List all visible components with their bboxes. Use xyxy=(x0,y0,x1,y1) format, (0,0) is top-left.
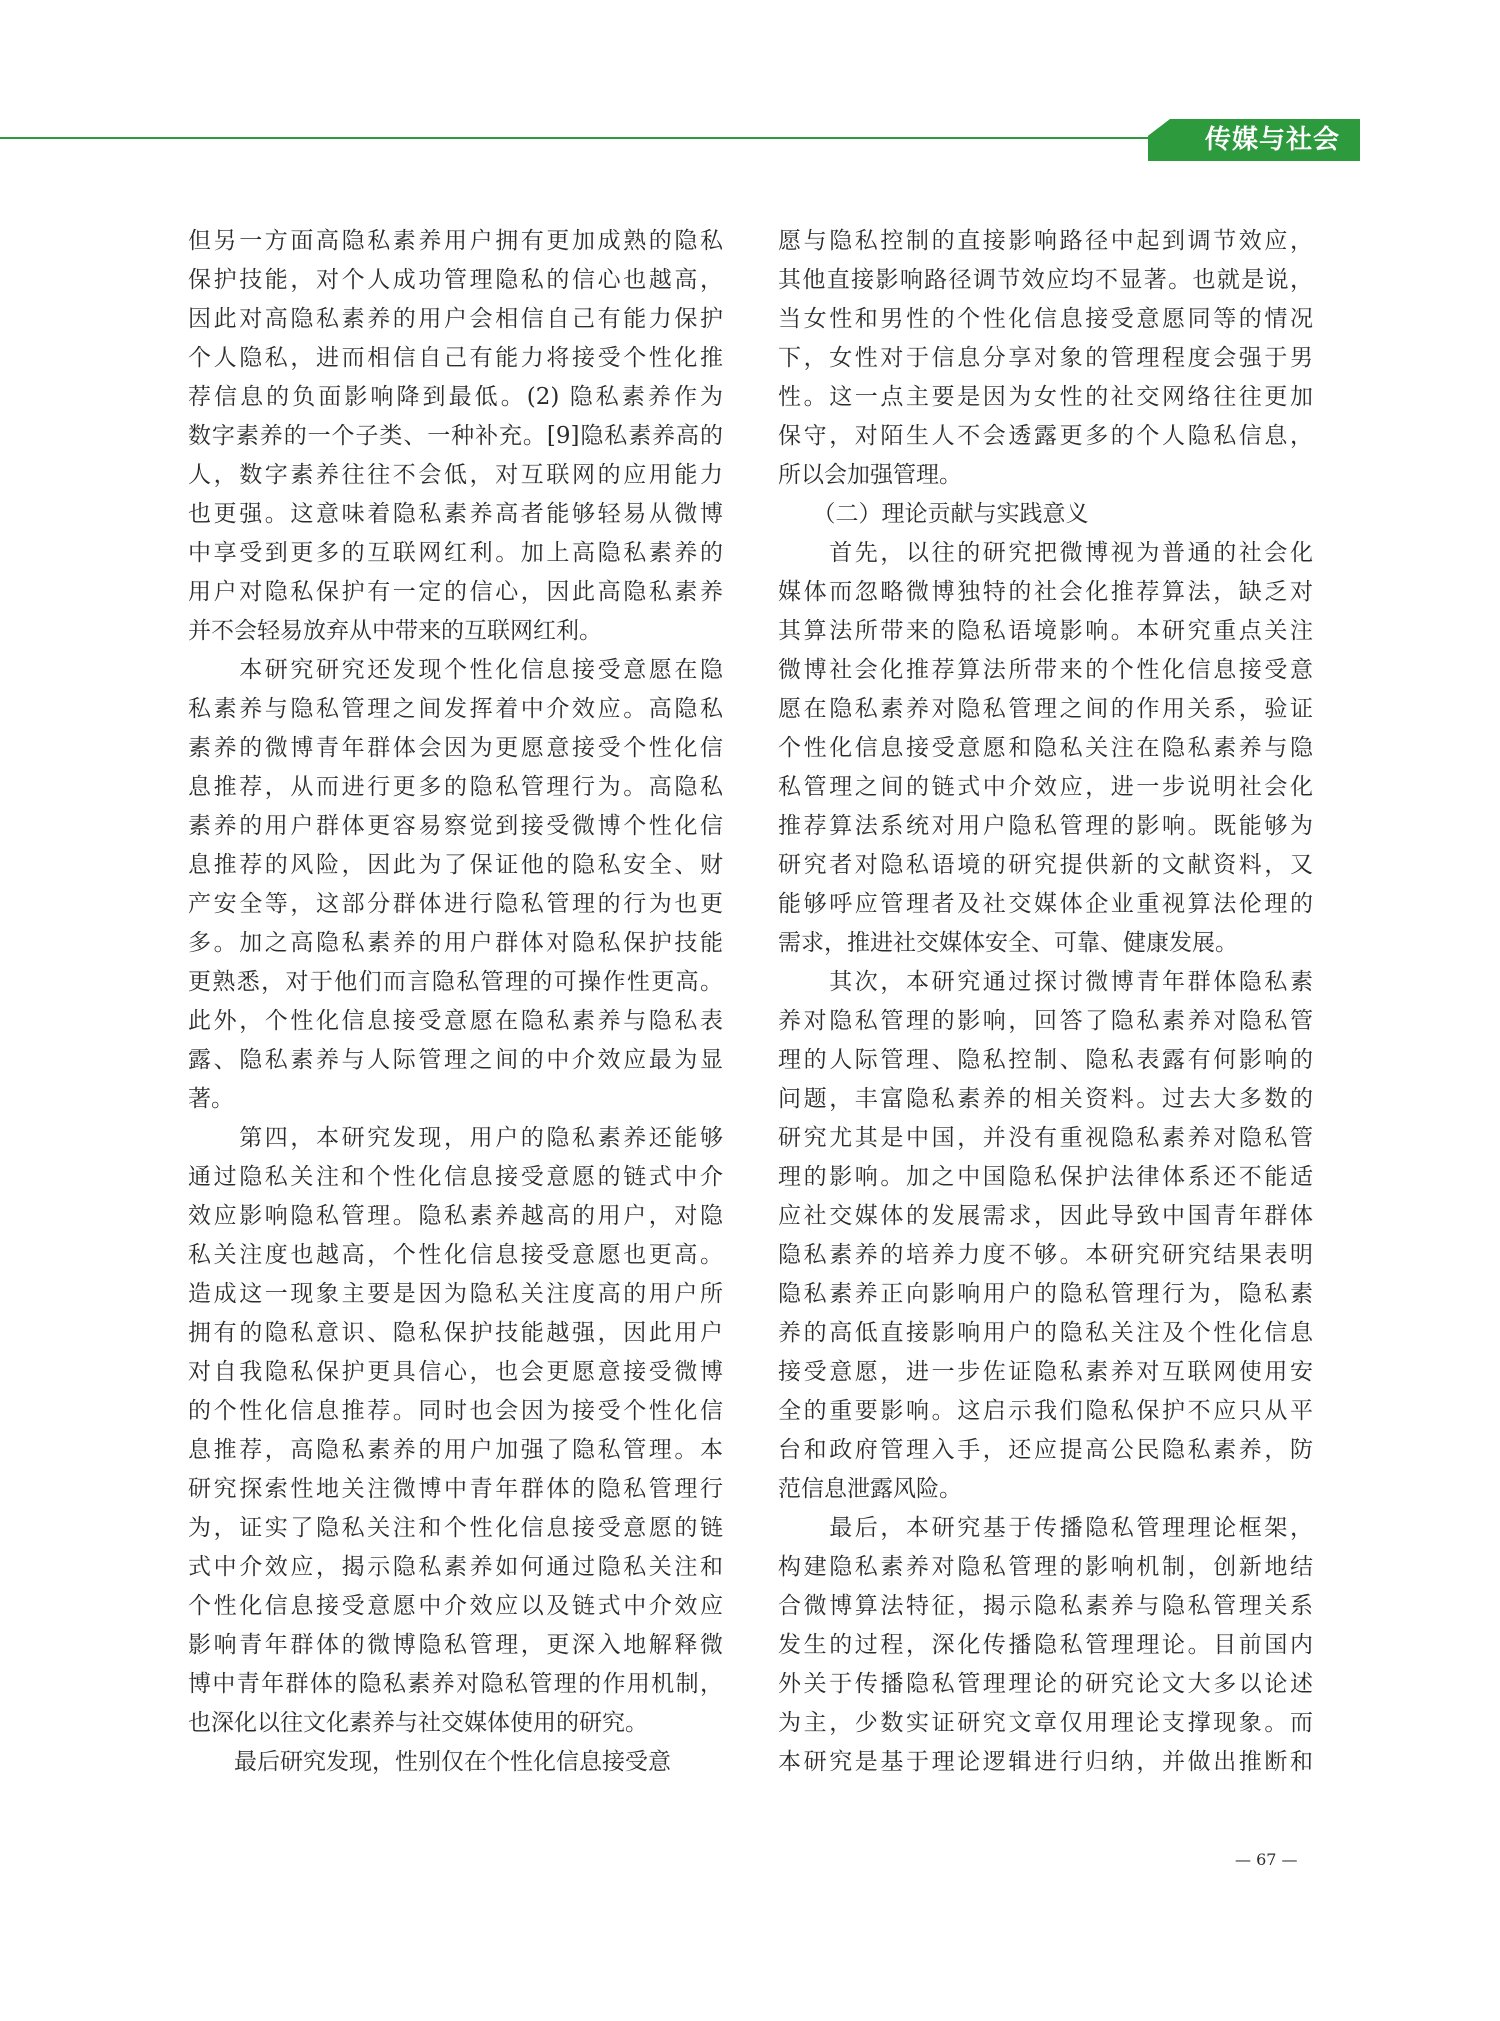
text-line: 为，证实了隐私关注和个性化信息接受意愿的链 xyxy=(188,1515,723,1541)
text-line: 造成这一现象主要是因为隐私关注度高的用户所 xyxy=(188,1281,723,1307)
text-line: 产安全等，这部分群体进行隐私管理的行为也更 xyxy=(188,891,723,917)
text-line: 息推荐的风险，因此为了保证他的隐私安全、财 xyxy=(188,852,723,878)
text-line: 首先，以往的研究把微博视为普通的社会化 xyxy=(778,540,1313,566)
right-text-column xyxy=(778,222,1313,1782)
text-line: 效应影响隐私管理。隐私素养越高的用户，对隐 xyxy=(188,1203,723,1229)
text-line: 更熟悉，对于他们而言隐私管理的可操作性更高。 xyxy=(188,969,723,995)
left-text-column xyxy=(188,222,723,1782)
text-line: 拥有的隐私意识、隐私保护技能越强，因此用户 xyxy=(188,1320,723,1346)
text-line: 应社交媒体的发展需求，因此导致中国青年群体 xyxy=(778,1203,1313,1229)
text-line: 推荐算法系统对用户隐私管理的影响。既能够为 xyxy=(778,813,1313,839)
text-line: 用户对隐私保护有一定的信心，因此高隐私素养 xyxy=(188,579,723,605)
text-line: 此外，个性化信息接受意愿在隐私素养与隐私表 xyxy=(188,1008,723,1034)
text-line: （二）理论贡献与实践意义 xyxy=(778,501,1089,527)
text-line: 所以会加强管理。 xyxy=(778,462,962,488)
text-line: 的个性化信息推荐。同时也会因为接受个性化信 xyxy=(188,1398,723,1424)
text-line: 全的重要影响。这启示我们隐私保护不应只从平 xyxy=(778,1398,1313,1424)
text-line: 隐私素养正向影响用户的隐私管理行为，隐私素 xyxy=(778,1281,1313,1307)
text-line: 发生的过程，深化传播隐私管理理论。目前国内 xyxy=(778,1632,1313,1658)
text-line: 并不会轻易放弃从中带来的互联网红利。 xyxy=(188,618,602,644)
text-line: 素养的微博青年群体会因为更愿意接受个性化信 xyxy=(188,735,723,761)
text-line: 接受意愿，进一步佐证隐私素养对互联网使用安 xyxy=(778,1359,1313,1385)
section-title: 传媒与社会 xyxy=(1205,125,1341,155)
text-line: 媒体而忽略微博独特的社会化推荐算法，缺乏对 xyxy=(778,579,1313,605)
text-line: 能够呼应管理者及社交媒体企业重视算法伦理的 xyxy=(778,891,1313,917)
text-line: 养对隐私管理的影响，回答了隐私素养对隐私管 xyxy=(778,1008,1313,1034)
text-line: 保护技能，对个人成功管理隐私的信心也越高， xyxy=(188,267,723,293)
text-line: 范信息泄露风险。 xyxy=(778,1476,962,1502)
text-line: 多。加之高隐私素养的用户群体对隐私保护技能 xyxy=(188,930,723,956)
text-line: 通过隐私关注和个性化信息接受意愿的链式中介 xyxy=(188,1164,723,1190)
text-line: 本研究是基于理论逻辑进行归纳，并做出推断和 xyxy=(778,1749,1313,1775)
text-line: 露、隐私素养与人际管理之间的中介效应最为显 xyxy=(188,1047,723,1073)
text-line: 研究尤其是中国，并没有重视隐私素养对隐私管 xyxy=(778,1125,1313,1151)
text-line: 愿与隐私控制的直接影响路径中起到调节效应， xyxy=(778,228,1313,254)
text-line: 息推荐，高隐私素养的用户加强了隐私管理。本 xyxy=(188,1437,723,1463)
text-line: 研究者对隐私语境的研究提供新的文献资料，又 xyxy=(778,852,1313,878)
text-line: 个人隐私，进而相信自己有能力将接受个性化推 xyxy=(188,345,723,371)
text-line: 博中青年群体的隐私素养对隐私管理的作用机制， xyxy=(188,1671,723,1697)
text-line: 隐私素养的培养力度不够。本研究研究结果表明 xyxy=(778,1242,1313,1268)
text-line: 私管理之间的链式中介效应，进一步说明社会化 xyxy=(778,774,1313,800)
text-line: 需求，推进社交媒体安全、可靠、健康发展。 xyxy=(778,930,1238,956)
text-line: 影响青年群体的微博隐私管理，更深入地解释微 xyxy=(188,1632,723,1658)
text-line: 性。这一点主要是因为女性的社交网络往往更加 xyxy=(778,384,1313,410)
text-line: 也深化以往文化素养与社交媒体使用的研究。 xyxy=(188,1710,648,1736)
text-line: 养的高低直接影响用户的隐私关注及个性化信息 xyxy=(778,1320,1313,1346)
text-line: 个性化信息接受意愿中介效应以及链式中介效应 xyxy=(188,1593,723,1619)
text-line: 荐信息的负面影响降到最低。(2) 隐私素养作为 xyxy=(188,384,723,410)
text-line: 对自我隐私保护更具信心，也会更愿意接受微博 xyxy=(188,1359,723,1385)
text-line: 最后研究发现，性别仅在个性化信息接受意 xyxy=(188,1749,671,1775)
header-rule-line xyxy=(0,137,1160,139)
text-line: 为主，少数实证研究文章仅用理论支撑现象。而 xyxy=(778,1710,1313,1736)
text-line: 中享受到更多的互联网红利。加上高隐私素养的 xyxy=(188,540,723,566)
text-line: 本研究研究还发现个性化信息接受意愿在隐 xyxy=(188,657,723,683)
text-line: 理的影响。加之中国隐私保护法律体系还不能适 xyxy=(778,1164,1313,1190)
text-line: 但另一方面高隐私素养用户拥有更加成熟的隐私 xyxy=(188,228,723,254)
text-line: 私关注度也越高，个性化信息接受意愿也更高。 xyxy=(188,1242,723,1268)
text-line: 素养的用户群体更容易察觉到接受微博个性化信 xyxy=(188,813,723,839)
text-line: 著。 xyxy=(188,1086,234,1112)
text-line: 下，女性对于信息分享对象的管理程度会强于男 xyxy=(778,345,1313,371)
text-line: 其算法所带来的隐私语境影响。本研究重点关注 xyxy=(778,618,1313,644)
text-line: 保守，对陌生人不会透露更多的个人隐私信息， xyxy=(778,423,1313,449)
text-line: 第四，本研究发现，用户的隐私素养还能够 xyxy=(188,1125,723,1151)
text-line: 问题，丰富隐私素养的相关资料。过去大多数的 xyxy=(778,1086,1313,1112)
text-line: 合微博算法特征，揭示隐私素养与隐私管理关系 xyxy=(778,1593,1313,1619)
text-line: 台和政府管理入手，还应提高公民隐私素养，防 xyxy=(778,1437,1313,1463)
page-number: — 67 — xyxy=(1235,1850,1298,1869)
text-line: 私素养与隐私管理之间发挥着中介效应。高隐私 xyxy=(188,696,723,722)
text-line: 构建隐私素养对隐私管理的影响机制，创新地结 xyxy=(778,1554,1313,1580)
text-line: 式中介效应，揭示隐私素养如何通过隐私关注和 xyxy=(188,1554,723,1580)
text-line: 其次，本研究通过探讨微博青年群体隐私素 xyxy=(778,969,1313,995)
text-line: 人，数字素养往往不会低，对互联网的应用能力 xyxy=(188,462,723,488)
text-line: 个性化信息接受意愿和隐私关注在隐私素养与隐 xyxy=(778,735,1313,761)
text-line: 理的人际管理、隐私控制、隐私表露有何影响的 xyxy=(778,1047,1313,1073)
text-line: 因此对高隐私素养的用户会相信自己有能力保护 xyxy=(188,306,723,332)
text-line: 也更强。这意味着隐私素养高者能够轻易从微博 xyxy=(188,501,723,527)
text-line: 外关于传播隐私管理理论的研究论文大多以论述 xyxy=(778,1671,1313,1697)
text-line: 息推荐，从而进行更多的隐私管理行为。高隐私 xyxy=(188,774,723,800)
text-line: 研究探索性地关注微博中青年群体的隐私管理行 xyxy=(188,1476,723,1502)
text-line: 其他直接影响路径调节效应均不显著。也就是说， xyxy=(778,267,1313,293)
text-line: 数字素养的一个子类、一种补充。[9]隐私素养高的 xyxy=(188,423,723,449)
text-line: 微博社会化推荐算法所带来的个性化信息接受意 xyxy=(778,657,1313,683)
text-line: 当女性和男性的个性化信息接受意愿同等的情况 xyxy=(778,306,1313,332)
text-line: 愿在隐私素养对隐私管理之间的作用关系，验证 xyxy=(778,696,1313,722)
text-line: 最后，本研究基于传播隐私管理理论框架， xyxy=(778,1515,1313,1541)
